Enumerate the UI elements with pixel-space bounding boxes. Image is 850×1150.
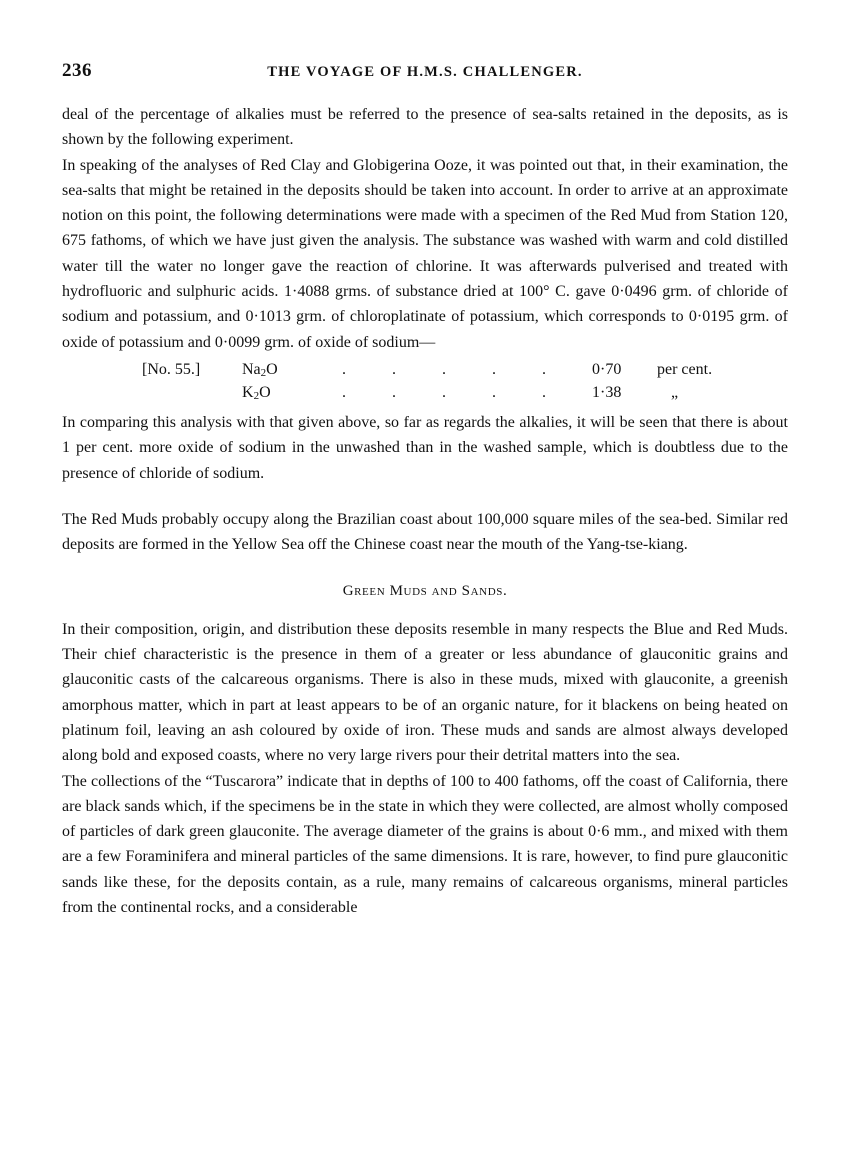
- analysis-value: 1·38: [592, 383, 622, 401]
- paragraph-comparison: In comparing this analysis with that given above, so far as regards the alkalies, it will be seen that there is about 1 per cent. more oxide of sodium in the unwashed than in the washed sample, which is doubtless due to the presence of chloride of sodium.: [62, 413, 788, 482]
- analysis-label: [No. 55.]: [142, 360, 201, 378]
- section-heading: Green Muds and Sands.: [342, 583, 508, 600]
- paragraph-red-muds: The Red Muds probably occupy along the Brazilian coast about 100,000 square miles of the sea-bed. Similar red deposits are formed in the Yellow Sea off the Chinese coast near the mouth of the Yang-tse-kiang.: [62, 510, 788, 554]
- analysis-leader-dots: .....: [342, 360, 592, 378]
- analysis-formula: Na2O: [242, 360, 278, 379]
- analysis-row: [62, 358, 788, 381]
- paragraph-continuation: deal of the percentage of alkalies must be referred to the presence of sea-salts retained in the deposits, as is shown by the following experiment.: [62, 106, 788, 149]
- analysis-unit: „: [671, 383, 679, 401]
- analysis-leader-dots: .....: [342, 383, 592, 401]
- analysis-unit: per cent.: [657, 360, 713, 378]
- analysis-formula: K2O: [242, 383, 271, 402]
- analysis-value: 0·70: [592, 360, 622, 378]
- body-text: [62, 102, 788, 920]
- analysis-row: [62, 381, 788, 404]
- page-number: 236: [62, 60, 92, 81]
- analysis-table: [62, 358, 788, 404]
- running-head: THE VOYAGE OF H.M.S. CHALLENGER.: [267, 64, 583, 80]
- paragraph-green-muds: In their composition, origin, and distribution these deposits resemble in many respects the Blue and Red Muds. Their chief characteristic is the presence in them of a greater or less abundance of glauconitic grains and glauconitic casts of the calcareous organisms. There is also in these muds, mixed with glauconite, a greenish amorphous matter, which in part at least appears to be of an organic nature, for it blackens on being heated on platinum foil, leaving an ash coloured by oxide of iron. These muds and sands are almost always developed along bold and exposed coasts, where no very large rivers pour their detrital matters into the sea.: [62, 620, 788, 765]
- page-header: [62, 52, 788, 86]
- paragraph-sea-salts: In speaking of the analyses of Red Clay and Globigerina Ooze, it was pointed out that, in their examination, the sea-salts that might be retained in the deposits should be taken into account. In order to arrive at an approximate notion on this point, the following determinations were made with a specimen of the Red Mud from Station 120, 675 fathoms, of which we have just given the analysis. The substance was washed with warm and cold distilled water till the water no longer gave the reaction of chlorine. It was afterwards pulverised and treated with hydrofluoric and sulphuric acids. 1·4088 grms. of substance dried at 100° C. gave 0·0496 grm. of chloride of sodium and potassium, and 0·1013 grm. of chloroplatinate of potassium, which corresponds to 0·0195 grm. of oxide of potassium and 0·0099 grm. of oxide of sodium—: [62, 156, 788, 351]
- paragraph-tuscarora: The collections of the “Tuscarora” indicate that in depths of 100 to 400 fathoms, off the coast of California, there are black sands which, if the specimens be in the state in which they were collected, are almost wholly composed of particles of dark green glauconite. The average diameter of the grains is about 0·6 mm., and mixed with them are a few Foraminifera and mineral particles of the same dimensions. It is rare, however, to find pure glauconitic sands like these, for the deposits contain, as a rule, many remains of calcareous organisms, mineral particles from the continental rocks, and a considerable: [62, 772, 788, 917]
